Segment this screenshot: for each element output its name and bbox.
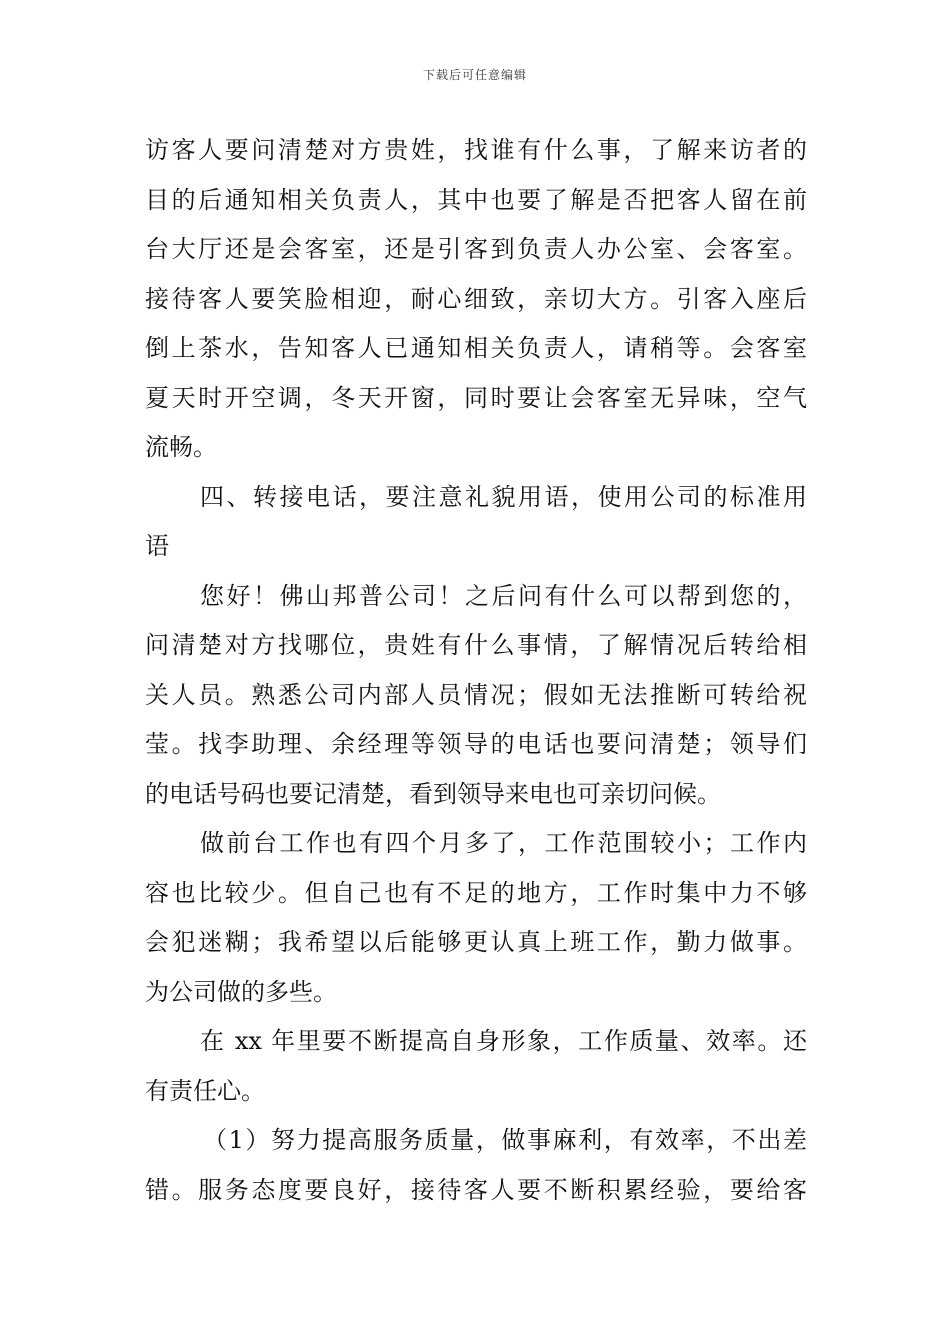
text-line: 接待客人要笑脸相迎，耐心细致，亲切大方。引客入座后 xyxy=(145,284,807,313)
text-line: 做前台工作也有四个月多了，工作范围较小；工作内 xyxy=(200,829,807,857)
text-line: 问清楚对方找哪位，贵姓有什么事情，了解情况后转给相 xyxy=(145,631,807,659)
text-line: 莹。找李助理、余经理等领导的电话也要问清楚；领导们 xyxy=(145,730,807,758)
text-line: 倒上茶水，告知客人已通知相关负责人，请稍等。会客室 xyxy=(145,334,807,362)
text-line: （1）努力提高服务质量，做事麻利，有效率，不出差 xyxy=(203,1126,807,1154)
text-line: 的电话号码也要记清楚，看到领导来电也可亲切问候。 xyxy=(145,779,721,808)
document-body xyxy=(145,126,807,1215)
text-line: 访客人要问清楚对方贵姓，找谁有什么事，了解来访者的 xyxy=(145,136,807,164)
text-line: 目的后通知相关负责人，其中也要了解是否把客人留在前 xyxy=(145,185,807,214)
section-heading-line: 四、转接电话，要注意礼貌用语，使用公司的标准用 xyxy=(200,482,807,511)
text-line: 夏天时开空调，冬天开窗，同时要让会客室无异味，空气 xyxy=(145,383,807,412)
text-line: 您好！佛山邦普公司！之后问有什么可以帮到您的， xyxy=(200,581,807,610)
text-line: 会犯迷糊；我希望以后能够更认真上班工作，勤力做事。 xyxy=(145,928,807,956)
text-line: 容也比较少。但自己也有不足的地方，工作时集中力不够 xyxy=(145,878,807,907)
text-line: 有责任心。 xyxy=(145,1076,265,1105)
header-note: 下载后可任意编辑 xyxy=(422,68,527,82)
text-line: 关人员。熟悉公司内部人员情况；假如无法推断可转给祝 xyxy=(145,680,807,709)
text-line: 在 xx 年里要不断提高自身形象，工作质量、效率。还 xyxy=(200,1027,807,1055)
text-line: 错。服务态度要良好，接待客人要不断积累经验，要给客 xyxy=(145,1175,807,1204)
text-line: 台大厅还是会客室，还是引客到负责人办公室、会客室。 xyxy=(145,235,807,263)
text-line: 流畅。 xyxy=(145,433,217,461)
text-line: 为公司做的多些。 xyxy=(145,977,337,1006)
section-heading-line: 语 xyxy=(145,532,169,560)
